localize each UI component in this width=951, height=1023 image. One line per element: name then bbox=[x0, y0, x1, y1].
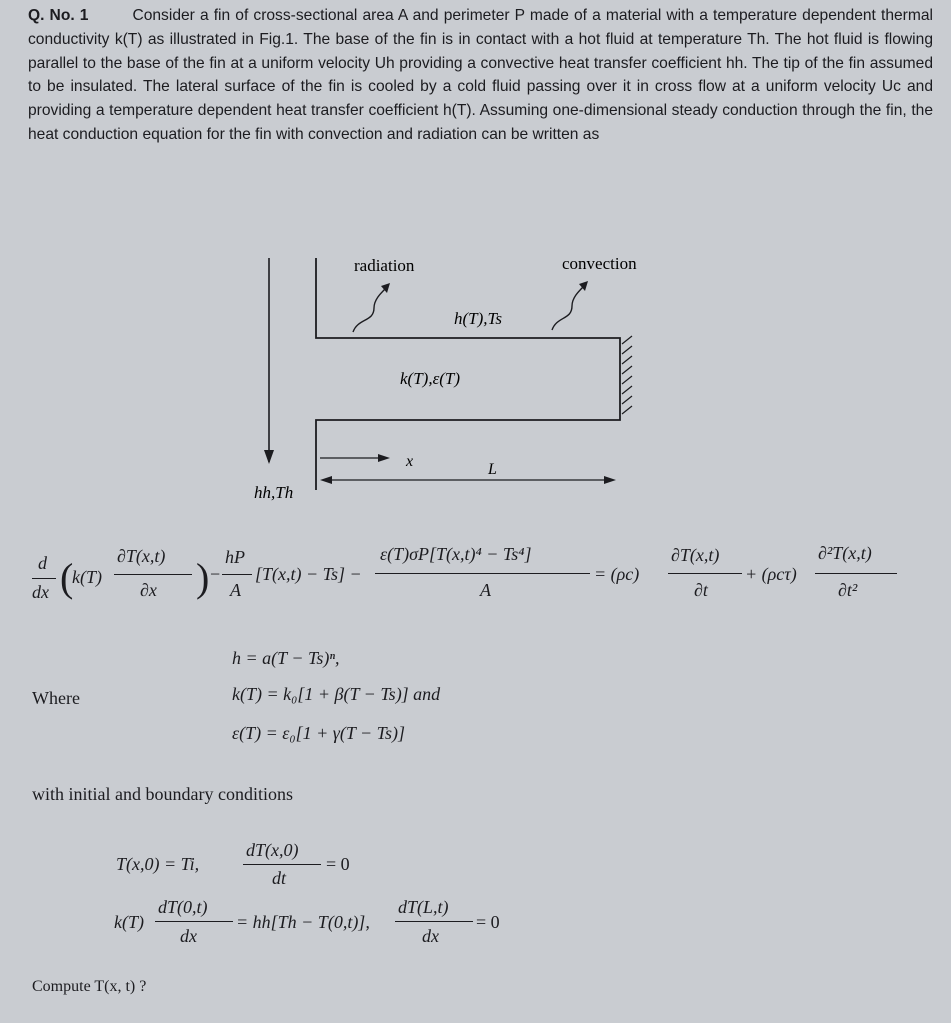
rho-c-term: = (ρc) bbox=[594, 564, 640, 584]
bc1-denominator: dx bbox=[180, 926, 197, 946]
convection-label: convection bbox=[562, 254, 637, 273]
hP-bar bbox=[222, 574, 252, 575]
epsilon-definition: ε(T) = ε₀[1 + γ(T − Ts)] bbox=[232, 723, 406, 743]
ic2-numerator: dT(x,0) bbox=[246, 840, 299, 860]
close-paren: ) bbox=[196, 555, 210, 600]
ic2-bar bbox=[243, 864, 321, 865]
k-definition: k(T) = k₀[1 + β(T − Ts)] and bbox=[232, 684, 441, 704]
dT-dt-bar bbox=[668, 573, 742, 574]
dT-dx-bar bbox=[114, 574, 192, 575]
conditions-heading: with initial and boundary conditions bbox=[32, 784, 293, 804]
dT-dx-denominator: ∂x bbox=[140, 580, 157, 600]
ic2-rhs: = 0 bbox=[326, 854, 350, 874]
initial-condition: T(x,0) = Ti, bbox=[116, 854, 200, 874]
bc2-denominator: dx bbox=[422, 926, 439, 946]
radiation-denominator: A bbox=[480, 580, 491, 600]
compute-prompt: Compute T(x, t) ? bbox=[32, 978, 147, 995]
radiation-label: radiation bbox=[354, 256, 415, 275]
question-number: Q. No. 1 bbox=[28, 7, 89, 24]
bc1-numerator: dT(0,t) bbox=[158, 897, 208, 917]
question-paragraph bbox=[28, 4, 933, 147]
d-denominator: dx bbox=[32, 582, 49, 602]
x-label: x bbox=[406, 453, 414, 470]
base-wall-arrow bbox=[264, 450, 274, 464]
k-of-T: k(T) bbox=[72, 567, 102, 587]
d-numerator: d bbox=[38, 553, 47, 573]
fin-outline bbox=[316, 258, 620, 490]
bc2-rhs: = 0 bbox=[476, 912, 500, 932]
dT-dx-numerator: ∂T(x,t) bbox=[117, 546, 166, 566]
bc1-left: k(T) bbox=[114, 912, 144, 932]
insulated-tip-hatch bbox=[622, 336, 632, 414]
convection-arrow bbox=[552, 286, 584, 330]
open-paren: ( bbox=[60, 555, 74, 600]
bc1-rhs: = hh[Th − T(0,t)], bbox=[236, 912, 370, 932]
bc2-numerator: dT(L,t) bbox=[398, 897, 449, 917]
dT-dt-denominator: ∂t bbox=[694, 580, 708, 600]
base-hT-label: hh,Th bbox=[254, 483, 294, 502]
d2T-dt2-bar bbox=[815, 573, 897, 574]
d-fraction-bar bbox=[32, 578, 56, 579]
k-eps-label: k(T),ε(T) bbox=[400, 369, 461, 388]
dT-dt-numerator: ∂T(x,t) bbox=[671, 545, 720, 565]
L-label: L bbox=[488, 461, 497, 478]
ic2-denominator: dt bbox=[272, 868, 287, 888]
radiation-arrow bbox=[353, 288, 386, 332]
rho-c-tau-term: + (ρcτ) bbox=[745, 564, 797, 584]
bc1-bar bbox=[155, 921, 233, 922]
hP-denominator: A bbox=[230, 580, 241, 600]
d2T-dt2-numerator: ∂²T(x,t) bbox=[818, 543, 872, 563]
convection-term: [T(x,t) − Ts] − bbox=[255, 564, 362, 584]
fin-figure bbox=[240, 240, 660, 510]
radiation-numerator: ε(T)σP[T(x,t)⁴ − Ts⁴] bbox=[380, 544, 532, 564]
h-definition: h = a(T − Ts)ⁿ, bbox=[232, 648, 340, 668]
question-text: Consider a fin of cross-sectional area A and perimeter P made of a material with a temperature dependent thermal conductivity k(T) as illustrated in Fig.1. The base of the fin is in contact with a hot fluid at temperature Th. The hot fluid is flowing parallel to the base of the fin at a uniform velocity Uh providing a convective heat transfer coefficient hh. The tip of the fin assumed to be insulated. The lateral surface of the fin is cooled by a cold fluid passing over it in cross flow at a uniform velocity Uc and providing a temperature dependent heat transfer coefficient h(T). Assuming one-dimensional steady conduction through the fin, the heat conduction equation for the fin with convection and radiation can be written as bbox=[28, 7, 933, 143]
h-label: h(T),Ts bbox=[454, 309, 503, 328]
bc2-bar bbox=[395, 921, 473, 922]
minus-sign: − bbox=[210, 564, 221, 584]
where-label: Where bbox=[32, 688, 80, 708]
d2T-dt2-denominator: ∂t² bbox=[838, 580, 858, 600]
radiation-bar bbox=[375, 573, 590, 574]
hP-numerator: hP bbox=[225, 547, 245, 567]
